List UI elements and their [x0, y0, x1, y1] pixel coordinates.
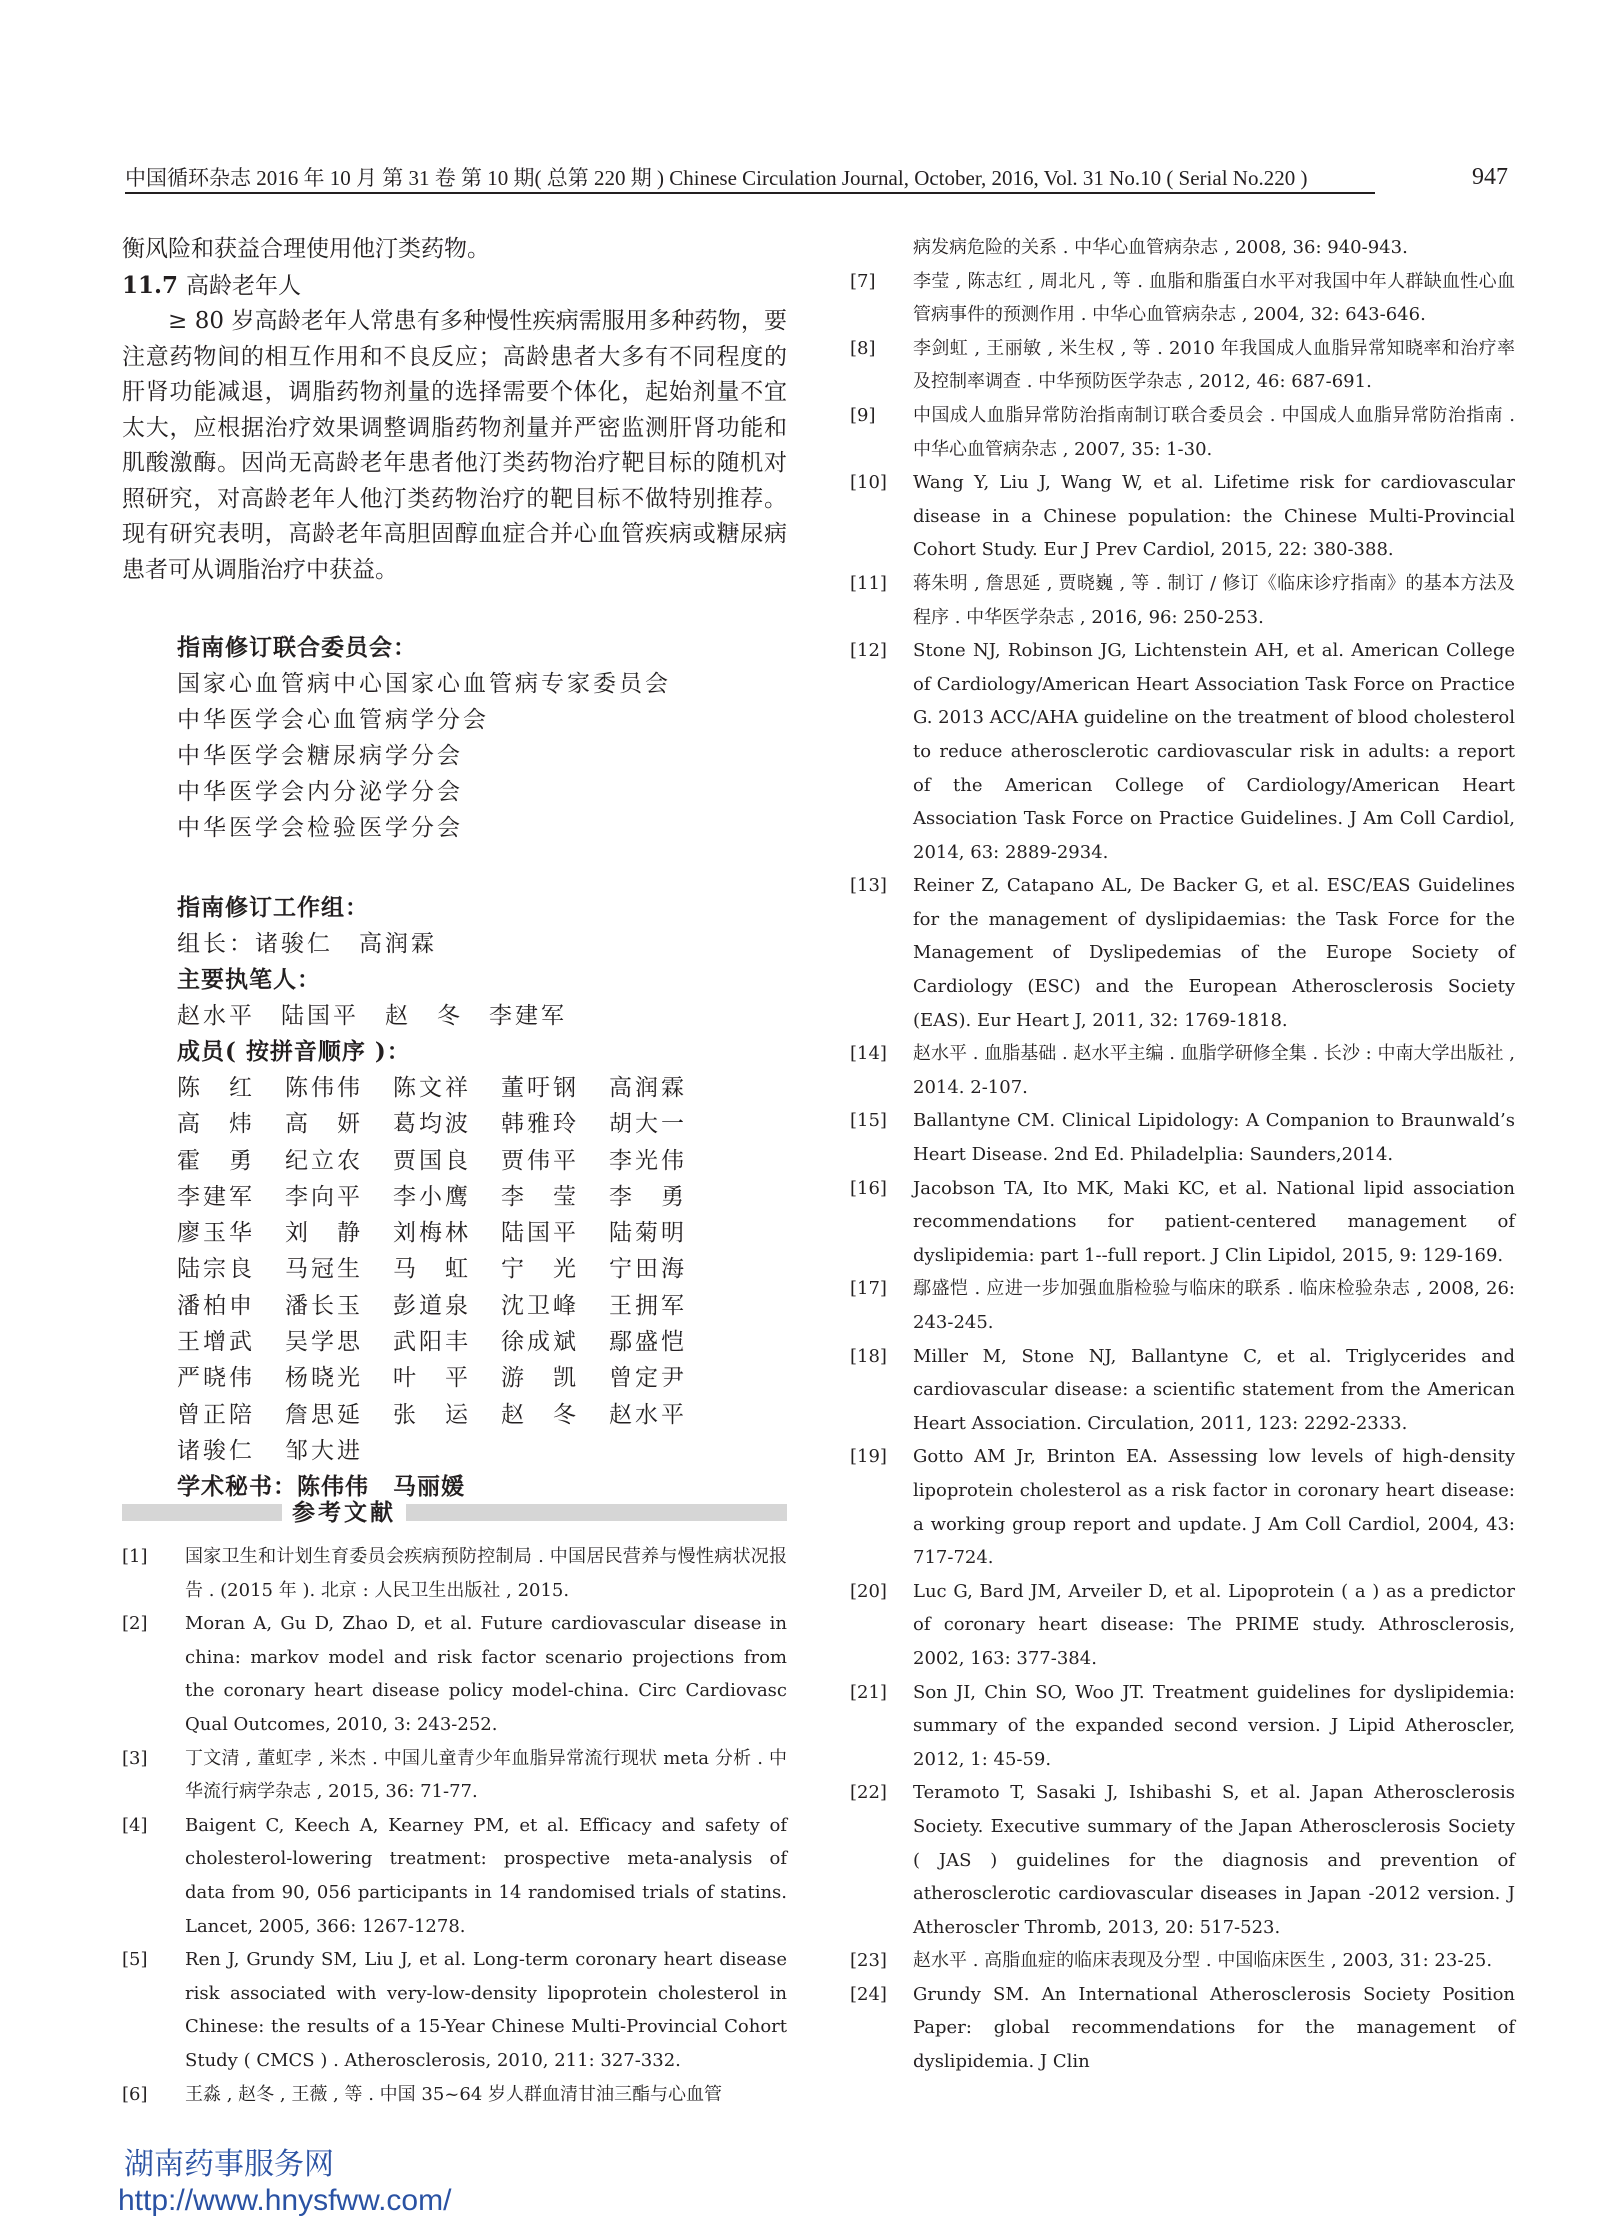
member-name: 贾国良	[393, 1147, 471, 1174]
member-name: 赵水平	[609, 1401, 687, 1428]
writers-heading: 主要执笔人：	[177, 966, 321, 993]
references-title-bar	[122, 1500, 787, 1525]
running-head: 中国循环杂志 2016 年 10 月 第 31 卷 第 10 期( 总第 220 期 ) Chinese Circulation Journal, October, 2016, Vol. 31 No.10 ( Serial No.220 )	[125, 166, 1375, 194]
reference-item	[850, 1440, 1515, 1574]
references-right-column	[850, 231, 1515, 2079]
reference-item	[850, 1340, 1515, 1441]
reference-number: [7]	[850, 270, 876, 292]
member-name: 武阳丰	[393, 1329, 471, 1356]
member-name: 胡大一	[609, 1111, 687, 1138]
references-left-column	[122, 1540, 787, 2111]
footer-url-link[interactable]: http://www.hnysfww.com/	[118, 2184, 452, 2217]
references-title: 参考文献	[282, 1500, 406, 1525]
member-name: 王增武	[177, 1329, 255, 1356]
member-name: 宁 光	[501, 1256, 579, 1283]
member-name: 潘柏申	[177, 1292, 255, 1319]
reference-text: Gotto AM Jr, Brinton EA. Assessing low levels of high-density lipoprotein cholesterol as a risk factor in coronary heart disease: a working group report and update. J Am Coll Cardiol, 2004, 43: 717-724.	[913, 1446, 1515, 1569]
references-title-rule	[122, 1504, 787, 1521]
reference-number: [8]	[850, 337, 876, 359]
reference-item	[850, 1272, 1515, 1339]
member-name: 高 炜	[177, 1111, 255, 1138]
reference-item	[122, 1540, 787, 1607]
reference-item	[850, 399, 1515, 466]
member-name: 曾定尹	[609, 1365, 687, 1392]
reference-number: [10]	[850, 472, 887, 494]
member-name: 邹大进	[285, 1437, 363, 1464]
reference-number: [14]	[850, 1043, 887, 1065]
member-name: 王拥军	[609, 1292, 687, 1319]
reference-text: 赵水平 . 高脂血症的临床表现及分型 . 中国临床医生 , 2003, 31: 23-25.	[913, 1950, 1493, 1972]
member-name: 廖玉华	[177, 1220, 255, 1247]
member-name: 李 莹	[501, 1183, 579, 1210]
group-leaders: 组长：诸骏仁 高润霖	[177, 931, 437, 957]
reference-item	[850, 265, 1515, 332]
reference-text: 蒋朱明 , 詹思延 , 贾晓巍 , 等 . 制订 / 修订《临床诊疗指南》的基本方法及程序 . 中华医学杂志 , 2016, 96: 250-253.	[913, 572, 1515, 628]
committee-member: 中华医学会内分泌学分会	[177, 779, 463, 805]
reference-text: Moran A, Gu D, Zhao D, et al. Future cardiovascular disease in china: markov model and risk factor scenario projections from the coronary heart disease policy model-china. Circ Cardiovasc Qual Outcomes, 2010, 3: 243-252.	[185, 1613, 787, 1735]
member-name: 陆国平	[501, 1220, 579, 1247]
reference-item	[122, 1809, 787, 1943]
member-name: 吴学思	[285, 1329, 363, 1356]
reference-text: 赵水平 . 血脂基础 . 赵水平主编 . 血脂学研修全集 . 长沙 : 中南大学出版社 , 2014. 2-107.	[913, 1043, 1515, 1098]
reference-text: 国家卫生和计划生育委员会疾病预防控制局 . 中国居民营养与慢性病状况报告 . (2015 年 ). 北京 : 人民卫生出版社 , 2015.	[185, 1546, 787, 1601]
reference-number: [9]	[850, 404, 876, 426]
reference-text: 丁文清 , 董虹孛 , 米杰 . 中国儿童青少年血脂异常流行现状 meta 分析 . 中华流行病学杂志 , 2015, 36: 71-77.	[185, 1747, 787, 1803]
member-name: 陈 红	[177, 1075, 255, 1101]
members-grid	[177, 1070, 777, 1469]
reference-number: [2]	[122, 1613, 148, 1635]
continued-text: 衡风险和获益合理使用他汀类药物。	[122, 236, 490, 262]
reference-item	[122, 2078, 787, 2112]
member-name: 沈卫峰	[501, 1292, 579, 1319]
reference-number: [4]	[122, 1814, 148, 1836]
reference-number: [23]	[850, 1950, 887, 1972]
reference-item	[850, 1676, 1515, 1777]
reference-item	[850, 567, 1515, 634]
reference-item	[850, 1104, 1515, 1171]
member-name: 宁田海	[609, 1256, 687, 1283]
member-name: 纪立农	[285, 1147, 363, 1174]
reference-text: 李剑虹 , 王丽敏 , 米生权 , 等 . 2010 年我国成人血脂异常知晓率和治疗率及控制率调查 . 中华预防医学杂志 , 2012, 46: 687-691.	[913, 337, 1515, 393]
member-name: 葛均波	[393, 1111, 471, 1138]
committee-member: 中华医学会糖尿病学分会	[177, 743, 463, 769]
member-name: 李小鹰	[393, 1183, 471, 1210]
members-heading: 成员( 按拼音顺序 )：	[177, 1038, 411, 1065]
reference-text: Ren J, Grundy SM, Liu J, et al. Long-term coronary heart disease risk associated with very-low-density lipoprotein cholesterol in Chinese: the results of a 15-Year Chinese Multi-Provincial Cohort Study ( CMCS ) . Atherosclerosis, 2010, 211: 327-332.	[185, 1949, 787, 2071]
writers-list: 赵水平 陆国平 赵 冬 李建军	[177, 1003, 567, 1029]
reference-number: [17]	[850, 1278, 887, 1300]
member-name: 高 妍	[285, 1111, 363, 1138]
member-name: 叶 平	[393, 1365, 471, 1392]
reference-item	[850, 1037, 1515, 1104]
member-name: 陈文祥	[393, 1075, 471, 1101]
member-name: 潘长玉	[285, 1292, 363, 1319]
member-name: 高润霖	[609, 1075, 687, 1101]
committee-heading: 指南修订联合委员会：	[177, 634, 417, 661]
committee-member: 国家心血管病中心国家心血管病专家委员会	[177, 671, 671, 697]
reference-item	[122, 1742, 787, 1809]
member-name: 李光伟	[609, 1147, 687, 1174]
reference-item	[850, 1944, 1515, 1978]
member-name: 马 虹	[393, 1256, 471, 1283]
section-title: 高龄老年人	[186, 272, 302, 299]
member-name: 李 勇	[609, 1183, 687, 1210]
reference-number: [6]	[122, 2083, 148, 2105]
reference-number: [15]	[850, 1110, 887, 1132]
footer-site-name: 湖南药事服务网	[124, 2147, 334, 2182]
member-name: 诸骏仁	[177, 1437, 255, 1464]
secretary-line: 学术秘书：陈伟伟 马丽媛	[177, 1473, 465, 1501]
working-group-heading: 指南修订工作组：	[177, 894, 369, 921]
member-name: 刘梅林	[393, 1220, 471, 1247]
reference-text: Ballantyne CM. Clinical Lipidology: A Companion to Braunwald’s Heart Disease. 2nd Ed. Philadelplia: Saunders,2014.	[913, 1110, 1515, 1166]
reference-text: Luc G, Bard JM, Arveiler D, et al. Lipoprotein ( a ) as a predictor of coronary heart disease: The PRIME study. Athrosclerosis, 2002, 163: 377-384.	[913, 1580, 1515, 1669]
member-name: 游 凯	[501, 1365, 579, 1392]
member-name: 杨晓光	[285, 1365, 363, 1392]
reference-item	[122, 1607, 787, 1741]
reference-text: Baigent C, Keech A, Kearney PM, et al. Efficacy and safety of cholesterol-lowering treatment: prospective meta-analysis of data from 90, 056 participants in 14 randomised trials of statins. Lancet, 2005, 366: 1267-1278.	[185, 1814, 787, 1937]
reference-text: Son JI, Chin SO, Woo JT. Treatment guidelines for dyslipidemia: summary of the expanded second version. J Lipid Atheroscler, 2012, 1: 45-59.	[913, 1681, 1515, 1770]
committee-member: 中华医学会检验医学分会	[177, 815, 463, 841]
left-body-text	[122, 232, 787, 588]
reference-text: Stone NJ, Robinson JG, Lichtenstein AH, et al. American College of Cardiology/American Heart Association Task Force on Practice G. 2013 ACC/AHA guideline on the treatment of blood cholesterol to reduce atherosclerotic cardiovascular risk in adults: a report of the American College of Cardiology/American Heart Association Task Force on Practice Guidelines. J Am Coll Cardiol, 2014, 63: 2889-2934.	[913, 640, 1515, 863]
section-number: 11.7	[122, 271, 179, 299]
reference-number: [3]	[122, 1747, 148, 1769]
reference-number: [20]	[850, 1580, 887, 1602]
member-name: 詹思延	[285, 1401, 363, 1428]
committee-member: 中华医学会心血管病学分会	[177, 707, 489, 733]
member-name: 陆菊明	[609, 1220, 687, 1247]
reference-text: Miller M, Stone NJ, Ballantyne C, et al. Triglycerides and cardiovascular disease: a scientific statement from the American Heart Association. Circulation, 2011, 123: 2292-2333.	[913, 1345, 1515, 1434]
member-name: 李建军	[177, 1183, 255, 1210]
reference-number: [24]	[850, 1983, 887, 2005]
reference-text: 中国成人血脂异常防治指南制订联合委员会 . 中国成人血脂异常防治指南 . 中华心血管病杂志 , 2007, 35: 1-30.	[913, 404, 1515, 460]
member-name: 刘 静	[285, 1220, 363, 1247]
reference-text: 病发病危险的关系 . 中华心血管病杂志 , 2008, 36: 940-943.	[913, 237, 1408, 258]
member-name: 霍 勇	[177, 1147, 255, 1174]
member-name: 彭道泉	[393, 1292, 471, 1319]
reference-text: Wang Y, Liu J, Wang W, et al. Lifetime risk for cardiovascular disease in a Chinese population: the Chinese Multi-Provincial Cohort Study. Eur J Prev Cardiol, 2015, 22: 380-388.	[913, 472, 1515, 561]
member-name: 韩雅玲	[501, 1111, 579, 1138]
joint-committee	[177, 630, 777, 846]
reference-item	[850, 332, 1515, 399]
reference-item	[850, 1575, 1515, 1676]
reference-item	[850, 466, 1515, 567]
reference-item	[122, 1943, 787, 2077]
reference-number: [16]	[850, 1177, 887, 1199]
reference-number: [18]	[850, 1345, 887, 1367]
reference-number: [13]	[850, 875, 887, 897]
reference-text: Jacobson TA, Ito MK, Maki KC, et al. National lipid association recommendations for patient-centered management of dyslipidemia: part 1--full report. J Clin Lipidol, 2015, 9: 129-169.	[913, 1177, 1515, 1266]
member-name: 马冠生	[285, 1256, 363, 1283]
member-name: 赵 冬	[501, 1401, 579, 1428]
reference-number: [11]	[850, 572, 887, 594]
reference-item	[850, 1978, 1515, 2079]
reference-number: [12]	[850, 640, 887, 662]
page-number: 947	[1472, 164, 1508, 190]
member-name: 张 运	[393, 1401, 471, 1428]
reference-item	[850, 869, 1515, 1037]
reference-item	[850, 1172, 1515, 1273]
reference-text: Reiner Z, Catapano AL, De Backer G, et al. ESC/EAS Guidelines for the management of dyslipidaemias: the Task Force for the Management of Dyslipedemias of the Europe Society of Cardiology (ESC) and the European Atherosclerosis Society (EAS). Eur Heart J, 2011, 32: 1769-1818.	[913, 875, 1515, 1031]
working-group	[177, 890, 777, 1505]
section-paragraph: ≥ 80 岁高龄老年人常患有多种慢性疾病需服用多种药物，要注意药物间的相互作用和不良反应；高龄患者大多有不同程度的肝肾功能减退，调脂药物剂量的选择需要个体化，起始剂量不宜太大，应根据治疗效果调整调脂药物剂量并严密监测肝肾功能和肌酸激酶。因尚无高龄老年患者他汀类药物治疗靶目标的随机对照研究，对高龄老年人他汀类药物治疗的靶目标不做特别推荐。现有研究表明，高龄老年高胆固醇血症合并心血管疾病或糖尿病患者可从调脂治疗中获益。	[122, 308, 787, 583]
section-heading	[122, 268, 787, 305]
member-name: 曾正陪	[177, 1401, 255, 1428]
reference-number: [21]	[850, 1681, 887, 1703]
member-name: 董吁钢	[501, 1075, 579, 1101]
reference-text: 李莹 , 陈志红 , 周北凡 , 等 . 血脂和脂蛋白水平对我国中年人群缺血性心血管病事件的预测作用 . 中华心血管病杂志 , 2004, 32: 643-646.	[913, 270, 1515, 326]
reference-text: 鄢盛恺 . 应进一步加强血脂检验与临床的联系 . 临床检验杂志 , 2008, 26: 243-245.	[913, 1278, 1515, 1333]
member-name: 陆宗良	[177, 1256, 255, 1283]
member-name: 陈伟伟	[285, 1075, 363, 1101]
reference-number: [5]	[122, 1949, 148, 1971]
member-name: 李向平	[285, 1183, 363, 1210]
reference-item	[850, 634, 1515, 869]
reference-text: 王淼 , 赵冬 , 王薇 , 等 . 中国 35~64 岁人群血清甘油三酯与心血管	[185, 2083, 722, 2105]
reference-number: [22]	[850, 1782, 887, 1804]
member-name: 徐成斌	[501, 1329, 579, 1356]
member-name: 贾伟平	[501, 1147, 579, 1174]
reference-item	[850, 231, 1515, 265]
reference-text: Grundy SM. An International Atherosclerosis Society Position Paper: global recommendations for the management of dyslipidemia. J Clin	[913, 1983, 1515, 2073]
member-name: 严晓伟	[177, 1365, 255, 1392]
reference-number: [19]	[850, 1446, 887, 1468]
reference-text: Teramoto T, Sasaki J, Ishibashi S, et al. Japan Atherosclerosis Society. Executive summary of the Japan Atherosclerosis Society ( JAS ) guidelines for the diagnosis and prevention of atherosclerotic cardiovascular diseases in Japan -2012 version. J Atheroscler Thromb, 2013, 20: 517-523.	[913, 1782, 1515, 1938]
member-name: 鄢盛恺	[609, 1329, 687, 1356]
reference-number: [1]	[122, 1546, 148, 1567]
reference-item	[850, 1776, 1515, 1944]
